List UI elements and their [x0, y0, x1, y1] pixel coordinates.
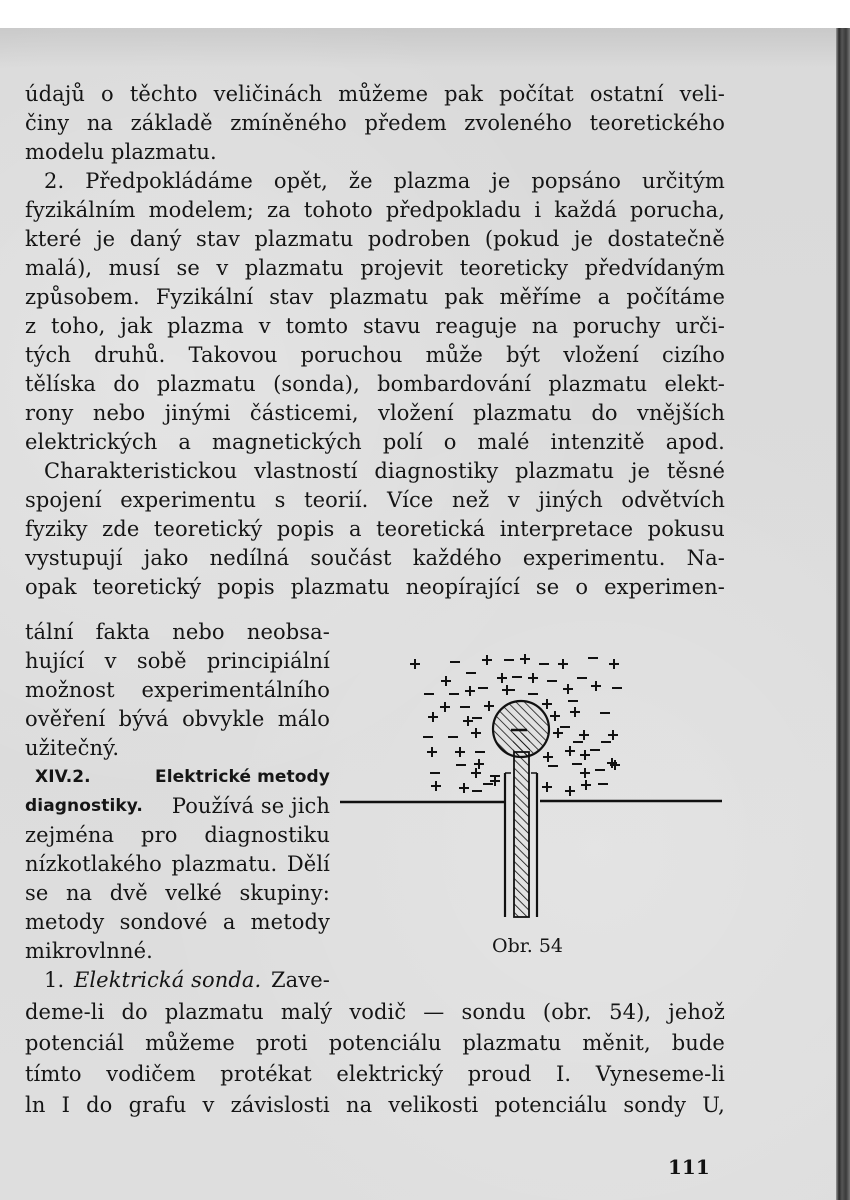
word: z — [25, 314, 37, 338]
word: veličinách — [213, 82, 323, 106]
word: popis — [276, 517, 335, 541]
word: daný — [129, 227, 182, 251]
text-line — [25, 908, 330, 937]
word: teorií. — [304, 488, 369, 512]
word: tomto — [285, 314, 349, 338]
word: intenzitě — [550, 430, 645, 454]
word: málo — [277, 707, 330, 731]
word: opět, — [273, 169, 328, 193]
word: plazmatu — [548, 372, 648, 396]
word: velké — [165, 881, 222, 905]
word: v — [507, 488, 520, 512]
word: poruchy — [572, 314, 661, 338]
word: nedílná — [209, 546, 290, 570]
word: zde — [102, 517, 140, 541]
text-line: užitečný. — [25, 736, 120, 760]
word: do — [121, 1000, 148, 1024]
word: Na- — [686, 546, 725, 570]
word: plazmatu — [164, 1000, 264, 1024]
word: magnetických — [211, 430, 362, 454]
word: než — [451, 488, 490, 512]
page-number: 111 — [668, 1155, 710, 1179]
word: plazmatu — [244, 256, 344, 280]
text-line — [25, 109, 725, 138]
text-line — [25, 1091, 725, 1120]
word: ln — [25, 1093, 46, 1117]
word: toho, — [51, 314, 106, 338]
word: určitým — [641, 169, 725, 193]
text-line — [44, 167, 725, 196]
text-line — [25, 486, 725, 515]
text-line — [25, 705, 330, 734]
word: druhů. — [94, 343, 166, 367]
word: jehož — [668, 1000, 725, 1024]
word: Takovou — [188, 343, 278, 367]
word: modelem; — [148, 198, 254, 222]
word: polí — [382, 430, 423, 454]
word: za — [267, 198, 291, 222]
word: plazmatu — [473, 401, 572, 425]
text-line — [25, 998, 725, 1027]
word: (obr. — [542, 1000, 593, 1024]
word: i — [534, 198, 542, 222]
text-line — [25, 370, 725, 399]
word: plazmatu — [254, 227, 354, 251]
word: jiných — [538, 488, 603, 512]
word: o — [101, 82, 114, 106]
word: Vyneseme-li — [595, 1062, 725, 1086]
word: hující — [25, 649, 85, 673]
word: vlastností — [254, 459, 358, 483]
word: podroben — [367, 227, 471, 251]
word: malý — [280, 1000, 333, 1024]
word: musí — [108, 256, 160, 280]
word: každá — [554, 198, 617, 222]
word: je — [491, 169, 511, 193]
word: těsné — [666, 459, 725, 483]
word: popis — [217, 575, 275, 599]
word: je — [630, 459, 651, 483]
text-line — [44, 457, 725, 486]
word: částicemi, — [249, 401, 359, 425]
word: proud — [467, 1062, 532, 1086]
word: dvě — [109, 881, 148, 905]
word: plazma — [393, 169, 471, 193]
word: plazmatu — [290, 575, 390, 599]
word: předvídaným — [584, 256, 725, 280]
word: zmíněného — [230, 111, 347, 135]
text-line — [25, 850, 330, 879]
text-line — [25, 515, 725, 544]
word: 2. — [44, 169, 65, 193]
word: I. — [555, 1062, 572, 1086]
word: zvoleného — [464, 111, 573, 135]
word: Dělí — [286, 852, 330, 876]
text-line — [25, 312, 725, 341]
section-title-cont: diagnostiky. — [25, 796, 143, 816]
word: porucha, — [630, 198, 725, 222]
word: se — [535, 575, 560, 599]
word: jak — [120, 314, 153, 338]
word: činy — [25, 111, 70, 135]
text-line — [25, 1029, 725, 1058]
word: diagnostiku — [204, 823, 330, 847]
word: elekt- — [664, 372, 725, 396]
word: opak — [25, 575, 77, 599]
word: vystupují — [25, 546, 123, 570]
word: tohoto — [303, 198, 373, 222]
word: předpokladu — [385, 198, 522, 222]
word: s — [274, 488, 286, 512]
word: pak — [444, 82, 484, 106]
section-heading-line — [25, 792, 330, 821]
word: je — [96, 227, 116, 251]
word: Více — [386, 488, 434, 512]
word: — — [423, 1000, 445, 1024]
word: dostatečně — [607, 227, 725, 251]
word: experimentu. — [522, 546, 666, 570]
word: můžeme — [338, 82, 429, 106]
word: v — [202, 1093, 215, 1117]
word: nebo — [92, 401, 146, 425]
word: do — [113, 372, 140, 396]
word: teoretický — [92, 575, 202, 599]
word: měříme — [499, 285, 582, 309]
word: a — [222, 910, 236, 934]
text-line — [25, 254, 725, 283]
word: proti — [255, 1031, 308, 1055]
word: elektrický — [336, 1062, 444, 1086]
word: experimen- — [604, 575, 725, 599]
word: pak — [444, 285, 484, 309]
text-line — [25, 544, 725, 573]
text-line: modelu plazmatu. — [25, 140, 217, 164]
word: velikosti — [388, 1093, 479, 1117]
word: o — [443, 430, 457, 454]
word: potenciálu — [328, 1031, 442, 1055]
word: o — [575, 575, 589, 599]
word: se — [176, 256, 200, 280]
word: vnějších — [637, 401, 725, 425]
word: fakta — [95, 620, 151, 644]
word: tímto — [25, 1062, 82, 1086]
word: projevit — [360, 256, 444, 280]
word: neopírající — [405, 575, 520, 599]
word: v — [216, 256, 229, 280]
word: bombardování — [377, 372, 532, 396]
word: plazmatu — [329, 285, 429, 309]
word: teoreticky — [459, 256, 569, 280]
word: experimentálního — [141, 678, 330, 702]
word: tých — [25, 343, 71, 367]
word: malá), — [25, 256, 93, 280]
word: těchto — [129, 82, 198, 106]
word: protékat — [220, 1062, 312, 1086]
word: nízkotlakého — [25, 852, 162, 876]
word: rony — [25, 401, 74, 425]
text-line — [25, 573, 725, 602]
word: (pokud — [484, 227, 560, 251]
word: možnost — [25, 678, 115, 702]
word: můžeme — [145, 1031, 235, 1055]
word: na — [346, 1093, 373, 1117]
probe-stem — [514, 752, 529, 917]
word: grafu — [128, 1093, 187, 1117]
word: do — [591, 401, 618, 425]
word: vložení — [563, 343, 639, 367]
text-fragment: Používá se jich — [171, 794, 330, 818]
word: v — [104, 649, 117, 673]
text-line — [25, 618, 330, 647]
word: urči- — [675, 314, 725, 338]
word: experimentu — [120, 488, 257, 512]
word: tělíska — [25, 372, 97, 396]
word: nebo — [172, 620, 225, 644]
subsection-title: Elektrická sonda. — [73, 968, 262, 992]
word: se — [25, 881, 49, 905]
word: obvykle — [182, 707, 265, 731]
word: spojení — [25, 488, 102, 512]
word: pokusu — [647, 517, 725, 541]
word: Fyzikální — [155, 285, 254, 309]
word: sobě — [136, 649, 187, 673]
word: a — [348, 517, 362, 541]
word: Charakteristickou — [44, 459, 238, 483]
word: Předpokládáme — [85, 169, 253, 193]
word: plazma — [167, 314, 244, 338]
word: jako — [143, 546, 189, 570]
word: stavu — [362, 314, 421, 338]
word: malé — [477, 430, 530, 454]
word: teoretický — [153, 517, 263, 541]
word: součást — [310, 546, 392, 570]
text-line — [25, 676, 330, 705]
word: ověření — [25, 707, 106, 731]
word: U, — [702, 1093, 725, 1117]
word: a — [178, 430, 191, 454]
word: pro — [141, 823, 178, 847]
text-line — [25, 879, 330, 908]
word: může — [425, 343, 483, 367]
word: jinými — [164, 401, 231, 425]
word: způsobem. — [25, 285, 140, 309]
word: elektrických — [25, 430, 158, 454]
word: každého — [412, 546, 502, 570]
word: na — [65, 881, 93, 905]
word: počítat — [499, 82, 574, 106]
text-line — [25, 428, 725, 457]
word: potenciálu — [494, 1093, 608, 1117]
word: interpretace — [499, 517, 634, 541]
text-fragment: Zave- — [270, 968, 330, 992]
word: do — [86, 1093, 113, 1117]
word: principiální — [206, 649, 330, 673]
word: potenciál — [25, 1031, 125, 1055]
word: bývá — [118, 707, 169, 731]
text-line — [25, 341, 725, 370]
word: plazmatu — [156, 372, 256, 396]
word: vložení — [378, 401, 454, 425]
word: deme-li — [25, 1000, 105, 1024]
word: vodičem — [106, 1062, 196, 1086]
text-line — [25, 80, 725, 109]
word: metody — [250, 910, 330, 934]
word: na — [86, 111, 114, 135]
word: skupiny: — [239, 881, 330, 905]
text-line — [25, 1060, 725, 1089]
word: sondy — [623, 1093, 687, 1117]
text-line — [25, 283, 725, 312]
word: cizího — [661, 343, 725, 367]
subsection-number: 1. — [44, 968, 65, 992]
word: které — [25, 227, 82, 251]
word: I — [61, 1093, 70, 1117]
word: měnit, — [582, 1031, 651, 1055]
word: základě — [130, 111, 213, 135]
word: diagnostiky — [374, 459, 499, 483]
word: zejména — [25, 823, 115, 847]
word: stav — [195, 227, 240, 251]
word: reaguje — [435, 314, 518, 338]
figure-caption: Obr. 54 — [492, 935, 563, 957]
word: vodič — [349, 1000, 407, 1024]
word: bude — [671, 1031, 725, 1055]
word: fyzikálním — [25, 198, 136, 222]
word: stav — [269, 285, 314, 309]
word: teoretická — [376, 517, 486, 541]
word: v — [258, 314, 271, 338]
text-line — [25, 225, 725, 254]
word: plazmatu — [515, 459, 615, 483]
word: údajů — [25, 82, 86, 106]
word: že — [348, 169, 373, 193]
word: popsáno — [531, 169, 622, 193]
word: tální — [25, 620, 74, 644]
text-line — [25, 647, 330, 676]
word: ostatní — [589, 82, 664, 106]
word: sondu — [461, 1000, 526, 1024]
word: fyziky — [25, 517, 88, 541]
word: závislosti — [230, 1093, 330, 1117]
word: počítáme — [626, 285, 725, 309]
word: metody — [25, 910, 105, 934]
probe-figure — [330, 640, 730, 930]
word: předem — [364, 111, 447, 135]
word: je — [573, 227, 594, 251]
word: teoretického — [589, 111, 725, 135]
word: a — [597, 285, 611, 309]
word: sondové — [119, 910, 208, 934]
text-line — [25, 821, 330, 850]
word: veli- — [679, 82, 725, 106]
book-gutter-shadow — [836, 28, 850, 1200]
section-title: Elektrické metody — [155, 767, 330, 787]
word: apod. — [665, 430, 725, 454]
word: na — [531, 314, 559, 338]
word: neobsa- — [246, 620, 330, 644]
text-line: mikrovlnné. — [25, 939, 153, 963]
text-line — [25, 399, 725, 428]
word: plazmatu. — [171, 852, 278, 876]
word: plazmatu — [462, 1031, 562, 1055]
subsection-heading-line — [44, 966, 330, 995]
word: poruchou — [300, 343, 403, 367]
section-heading-line — [35, 763, 330, 792]
word: být — [506, 343, 541, 367]
word: 54), — [609, 1000, 652, 1024]
word: odvětvích — [621, 488, 725, 512]
text-line — [25, 196, 725, 225]
section-number: XIV.2. — [35, 767, 91, 787]
word: (sonda), — [273, 372, 360, 396]
